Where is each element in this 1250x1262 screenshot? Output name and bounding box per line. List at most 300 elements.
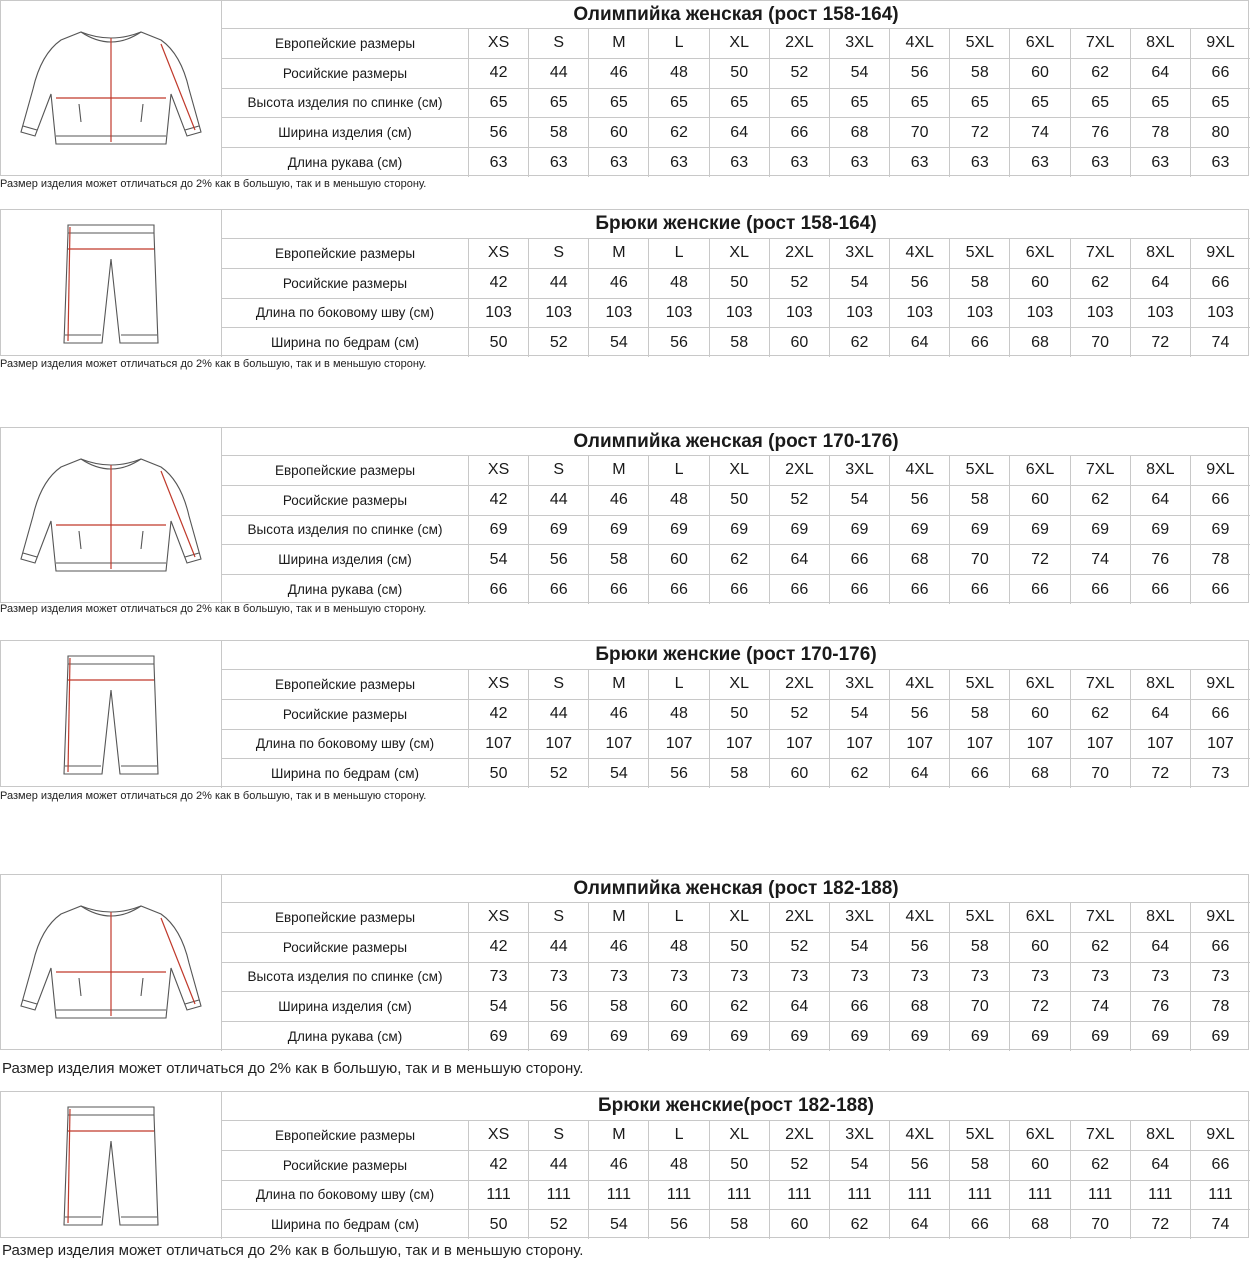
table-cell: 68 <box>1010 328 1070 357</box>
table-cell: 69 <box>710 1022 770 1051</box>
row-label: Ширина изделия (см) <box>222 118 469 147</box>
table-cell: 107 <box>1207 734 1234 752</box>
table-row <box>222 455 1250 485</box>
table-cell: 72 <box>1131 1210 1191 1239</box>
table-cell: L <box>649 456 709 485</box>
table-cell: 50 <box>469 1210 529 1239</box>
row-label: Длина рукава (см) <box>222 575 469 604</box>
table-row <box>222 962 1250 992</box>
table-row <box>222 544 1250 574</box>
table-cell: 111 <box>770 1181 830 1210</box>
table-cell: 50 <box>469 328 529 357</box>
table-cell: 65 <box>1131 89 1191 118</box>
table-cell: 42 <box>469 269 529 298</box>
table-cell: 103 <box>950 299 1010 328</box>
table-cell: 44 <box>529 933 589 962</box>
table-row <box>222 1120 1250 1150</box>
table-cell: 74 <box>1071 545 1131 574</box>
table-row <box>222 117 1250 147</box>
table-row <box>222 485 1250 515</box>
table-cell: 73 <box>1010 963 1070 992</box>
table-cell: XS <box>469 1121 529 1150</box>
table-row <box>222 574 1250 604</box>
table-cell: 74 <box>1211 1215 1230 1233</box>
table-cell: 73 <box>890 963 950 992</box>
table-cell: L <box>649 670 709 699</box>
table-cell: 66 <box>830 545 890 574</box>
table-cell: 69 <box>890 516 950 545</box>
table-cell: 66 <box>1211 938 1230 956</box>
table-cell: 62 <box>710 992 770 1021</box>
table-cell: 8XL <box>1131 670 1191 699</box>
table-cell: 69 <box>649 516 709 545</box>
table-cell: 64 <box>1131 933 1191 962</box>
table-cell: 7XL <box>1071 456 1131 485</box>
row-label: Европейские размеры <box>222 903 469 932</box>
table-cell: 58 <box>589 992 649 1021</box>
table-row <box>222 699 1250 729</box>
table-row <box>222 729 1250 759</box>
table-cell: 65 <box>649 89 709 118</box>
table-cell: 65 <box>529 89 589 118</box>
table-cell: 103 <box>890 299 950 328</box>
table-cell: XL <box>710 239 770 268</box>
table-row <box>222 238 1250 268</box>
table-cell: XL <box>710 1121 770 1150</box>
table-cell: 78 <box>1211 550 1230 568</box>
table-row <box>222 932 1250 962</box>
row-label: Европейские размеры <box>222 456 469 485</box>
table-title: Олимпийка женская (рост 182-188) <box>573 878 899 899</box>
table-cell: 56 <box>890 269 950 298</box>
table-cell: 64 <box>770 545 830 574</box>
table-cell: 63 <box>950 148 1010 177</box>
table-cell: 44 <box>529 59 589 88</box>
table-cell: 64 <box>1131 59 1191 88</box>
table-row <box>222 327 1250 357</box>
table-cell: 65 <box>589 89 649 118</box>
table-cell: 111 <box>710 1181 770 1210</box>
table-cell: 73 <box>830 963 890 992</box>
table-cell: 50 <box>710 1151 770 1180</box>
table-frame <box>0 427 1249 603</box>
table-cell: 62 <box>1071 269 1131 298</box>
jacket-sketch-icon <box>11 888 211 1038</box>
table-cell: 60 <box>649 992 709 1021</box>
table-cell: 66 <box>830 575 890 604</box>
table-cell: 9XL <box>1206 675 1235 693</box>
table-cell: L <box>649 29 709 58</box>
table-cell: 63 <box>1131 148 1191 177</box>
table-cell: 3XL <box>830 903 890 932</box>
table-cell: 66 <box>1211 1156 1230 1174</box>
table-cell: M <box>589 1121 649 1150</box>
table-cell: 64 <box>1131 1151 1191 1180</box>
table-cell: 63 <box>890 148 950 177</box>
row-label: Европейские размеры <box>222 1121 469 1150</box>
table-cell: 42 <box>469 1151 529 1180</box>
table-cell: 64 <box>890 759 950 788</box>
table-cell: 63 <box>1010 148 1070 177</box>
table-cell: 111 <box>1010 1181 1070 1210</box>
table-cell: L <box>649 1121 709 1150</box>
table-cell: XL <box>710 903 770 932</box>
table-cell: 46 <box>589 486 649 515</box>
table-row <box>222 991 1250 1021</box>
row-label: Ширина по бедрам (см) <box>222 759 469 788</box>
garment-illustration <box>1 428 222 604</box>
table-cell: 66 <box>950 328 1010 357</box>
table-cell: 54 <box>830 269 890 298</box>
table-cell: 66 <box>950 575 1010 604</box>
table-cell: 73 <box>1131 963 1191 992</box>
table-cell: 68 <box>1010 759 1070 788</box>
row-label: Ширина по бедрам (см) <box>222 328 469 357</box>
table-cell: 107 <box>830 730 890 759</box>
table-cell: 69 <box>890 1022 950 1051</box>
table-cell: 66 <box>1010 575 1070 604</box>
table-cell: 60 <box>649 545 709 574</box>
table-cell: 2XL <box>770 903 830 932</box>
table-cell: 62 <box>1071 59 1131 88</box>
table-cell: 72 <box>1010 992 1070 1021</box>
table-cell: 69 <box>1010 1022 1070 1051</box>
table-cell: 3XL <box>830 29 890 58</box>
table-cell: 63 <box>1071 148 1131 177</box>
table-cell: 69 <box>950 516 1010 545</box>
table-cell: 8XL <box>1131 239 1191 268</box>
row-label: Европейские размеры <box>222 29 469 58</box>
table-cell: 8XL <box>1131 903 1191 932</box>
table-cell: 63 <box>469 148 529 177</box>
table-cell: 52 <box>529 1210 589 1239</box>
table-cell: 56 <box>529 992 589 1021</box>
table-cell: 73 <box>649 963 709 992</box>
table-cell: 62 <box>830 1210 890 1239</box>
table-cell: 111 <box>589 1181 649 1210</box>
row-label: Ширина изделия (см) <box>222 545 469 574</box>
table-row <box>222 902 1250 932</box>
table-cell: 44 <box>529 1151 589 1180</box>
row-label: Росийские размеры <box>222 933 469 962</box>
table-cell: 63 <box>770 148 830 177</box>
table-cell: 56 <box>649 759 709 788</box>
row-label: Росийские размеры <box>222 1151 469 1180</box>
table-cell: 46 <box>589 700 649 729</box>
table-cell: 42 <box>469 486 529 515</box>
table-cell: 2XL <box>770 29 830 58</box>
table-cell: 48 <box>649 933 709 962</box>
table-row <box>222 268 1250 298</box>
table-cell: 69 <box>1131 1022 1191 1051</box>
jacket-size-block <box>0 427 1249 623</box>
table-cell: 74 <box>1010 118 1070 147</box>
table-cell: 69 <box>1071 1022 1131 1051</box>
table-frame <box>0 874 1249 1050</box>
table-cell: XS <box>469 29 529 58</box>
table-row <box>222 58 1250 88</box>
table-cell: 64 <box>1131 700 1191 729</box>
table-cell: 3XL <box>830 456 890 485</box>
table-title: Брюки женские (рост 158-164) <box>595 213 877 234</box>
jacket-sketch-icon <box>11 14 211 164</box>
table-cell: M <box>589 670 649 699</box>
row-label: Росийские размеры <box>222 269 469 298</box>
table-cell: XS <box>469 456 529 485</box>
table-cell: 9XL <box>1206 1126 1235 1144</box>
table-cell: 68 <box>890 545 950 574</box>
row-label: Росийские размеры <box>222 700 469 729</box>
table-cell: 68 <box>1010 1210 1070 1239</box>
table-cell: 111 <box>890 1181 950 1210</box>
table-cell: 68 <box>830 118 890 147</box>
table-cell: 62 <box>710 545 770 574</box>
table-cell: 3XL <box>830 670 890 699</box>
table-cell: XS <box>469 670 529 699</box>
row-label: Европейские размеры <box>222 670 469 699</box>
table-cell: 64 <box>890 328 950 357</box>
table-cell: 66 <box>649 575 709 604</box>
pants-sketch-icon <box>56 219 166 349</box>
table-cell: 60 <box>1010 269 1070 298</box>
table-cell: 48 <box>649 1151 709 1180</box>
garment-illustration <box>1 875 222 1051</box>
table-cell: 8XL <box>1131 29 1191 58</box>
table-cell: 9XL <box>1206 34 1235 52</box>
table-cell: 107 <box>529 730 589 759</box>
table-cell: 63 <box>830 148 890 177</box>
table-cell: 54 <box>469 992 529 1021</box>
pants-size-block <box>0 640 1249 810</box>
table-cell: 65 <box>469 89 529 118</box>
table-cell: 66 <box>1211 64 1230 82</box>
table-cell: 60 <box>589 118 649 147</box>
table-cell: 48 <box>649 700 709 729</box>
table-cell: XL <box>710 670 770 699</box>
table-cell: 4XL <box>890 456 950 485</box>
size-table <box>222 210 1250 357</box>
table-cell: 64 <box>770 992 830 1021</box>
row-label: Высота изделия по спинке (см) <box>222 516 469 545</box>
table-cell: 52 <box>770 269 830 298</box>
table-cell: 69 <box>710 516 770 545</box>
table-cell: S <box>529 670 589 699</box>
table-cell: 69 <box>469 516 529 545</box>
row-label: Ширина по бедрам (см) <box>222 1210 469 1239</box>
table-cell: 69 <box>1211 1027 1230 1045</box>
table-row <box>222 88 1250 118</box>
table-cell: 58 <box>950 933 1010 962</box>
table-row <box>222 1209 1250 1239</box>
table-cell: 63 <box>649 148 709 177</box>
table-cell: 66 <box>1211 274 1230 292</box>
table-cell: S <box>529 29 589 58</box>
table-cell: 103 <box>1071 299 1131 328</box>
table-cell: 2XL <box>770 239 830 268</box>
table-title: Олимпийка женская (рост 170-176) <box>573 431 899 452</box>
table-cell: 76 <box>1131 992 1191 1021</box>
table-cell: 9XL <box>1206 461 1235 479</box>
table-cell: 107 <box>1010 730 1070 759</box>
table-cell: 7XL <box>1071 29 1131 58</box>
table-cell: 50 <box>469 759 529 788</box>
table-cell: 73 <box>770 963 830 992</box>
table-cell: 58 <box>950 59 1010 88</box>
table-cell: 66 <box>529 575 589 604</box>
table-cell: 8XL <box>1131 1121 1191 1150</box>
table-cell: 6XL <box>1010 29 1070 58</box>
table-title: Брюки женские(рост 182-188) <box>597 1095 875 1116</box>
table-cell: 62 <box>1071 700 1131 729</box>
table-row <box>222 298 1250 328</box>
table-cell: 42 <box>469 59 529 88</box>
table-cell: 107 <box>710 730 770 759</box>
table-cell: S <box>529 903 589 932</box>
table-cell: 74 <box>1211 333 1230 351</box>
table-cell: 66 <box>890 575 950 604</box>
table-cell: 8XL <box>1131 456 1191 485</box>
table-cell: 103 <box>1010 299 1070 328</box>
table-cell: 62 <box>1071 933 1131 962</box>
table-cell: 6XL <box>1010 239 1070 268</box>
table-cell: 66 <box>770 575 830 604</box>
table-cell: 66 <box>1211 705 1230 723</box>
table-cell: 56 <box>890 1151 950 1180</box>
table-cell: 66 <box>589 575 649 604</box>
table-row <box>222 1021 1250 1051</box>
table-cell: 60 <box>770 759 830 788</box>
table-frame <box>0 209 1249 356</box>
table-cell: 62 <box>830 328 890 357</box>
table-cell: 69 <box>469 1022 529 1051</box>
table-cell: 76 <box>1131 545 1191 574</box>
table-cell: 107 <box>589 730 649 759</box>
table-cell: 5XL <box>950 456 1010 485</box>
table-cell: L <box>649 239 709 268</box>
table-row <box>222 758 1250 788</box>
table-cell: 9XL <box>1206 908 1235 926</box>
table-cell: 46 <box>589 933 649 962</box>
size-tolerance-note: Размер изделия может отличаться до 2% как в большую, так и в меньшую сторону. <box>2 1060 584 1077</box>
size-tolerance-note: Размер изделия может отличаться до 2% как в большую, так и в меньшую сторону. <box>0 603 427 615</box>
table-cell: 103 <box>529 299 589 328</box>
table-cell: 111 <box>950 1181 1010 1210</box>
table-cell: 52 <box>770 59 830 88</box>
table-cell: 73 <box>1211 967 1230 985</box>
size-tolerance-note: Размер изделия может отличаться до 2% как в большую, так и в меньшую сторону. <box>2 1242 584 1259</box>
garment-illustration <box>1 1 222 177</box>
table-cell: S <box>529 1121 589 1150</box>
row-label: Высота изделия по спинке (см) <box>222 963 469 992</box>
table-cell: 54 <box>830 59 890 88</box>
table-cell: 64 <box>710 118 770 147</box>
table-cell: 3XL <box>830 239 890 268</box>
table-cell: M <box>589 29 649 58</box>
table-cell: 103 <box>469 299 529 328</box>
table-cell: 65 <box>710 89 770 118</box>
table-cell: 63 <box>1211 153 1230 171</box>
table-cell: 66 <box>830 992 890 1021</box>
table-cell: 66 <box>1071 575 1131 604</box>
pants-size-block <box>0 1091 1249 1262</box>
table-cell: 60 <box>770 328 830 357</box>
table-cell: 73 <box>950 963 1010 992</box>
row-label: Длина по боковому шву (см) <box>222 299 469 328</box>
row-label: Высота изделия по спинке (см) <box>222 89 469 118</box>
row-label: Европейские размеры <box>222 239 469 268</box>
table-cell: 5XL <box>950 903 1010 932</box>
table-cell: 69 <box>1131 516 1191 545</box>
table-cell: 3XL <box>830 1121 890 1150</box>
table-cell: 54 <box>830 700 890 729</box>
table-cell: 52 <box>529 328 589 357</box>
table-cell: 69 <box>830 516 890 545</box>
table-cell: 107 <box>1131 730 1191 759</box>
row-label: Росийские размеры <box>222 486 469 515</box>
table-cell: 9XL <box>1206 244 1235 262</box>
table-cell: 48 <box>649 486 709 515</box>
table-cell: 58 <box>529 118 589 147</box>
table-cell: 4XL <box>890 29 950 58</box>
table-cell: 56 <box>529 545 589 574</box>
table-cell: 6XL <box>1010 1121 1070 1150</box>
table-cell: 62 <box>1071 486 1131 515</box>
table-cell: 111 <box>469 1181 529 1210</box>
table-cell: 111 <box>1131 1181 1191 1210</box>
pants-size-block <box>0 209 1249 378</box>
table-row <box>222 1150 1250 1180</box>
row-label: Длина рукава (см) <box>222 1022 469 1051</box>
table-cell: 5XL <box>950 1121 1010 1150</box>
row-label: Длина по боковому шву (см) <box>222 730 469 759</box>
table-cell: 58 <box>710 328 770 357</box>
table-cell: 69 <box>950 1022 1010 1051</box>
table-cell: 66 <box>950 759 1010 788</box>
table-row <box>222 515 1250 545</box>
size-tolerance-note: Размер изделия может отличаться до 2% как в большую, так и в меньшую сторону. <box>0 790 427 802</box>
table-title: Олимпийка женская (рост 158-164) <box>573 4 899 25</box>
garment-illustration <box>1 1092 222 1239</box>
table-cell: 64 <box>1131 486 1191 515</box>
table-cell: 60 <box>1010 59 1070 88</box>
table-cell: 103 <box>830 299 890 328</box>
table-cell: 70 <box>1071 1210 1131 1239</box>
table-cell: 80 <box>1211 123 1230 141</box>
table-cell: 63 <box>589 148 649 177</box>
table-row <box>222 1180 1250 1210</box>
table-cell: 73 <box>469 963 529 992</box>
table-cell: 69 <box>770 516 830 545</box>
table-cell: 69 <box>529 516 589 545</box>
table-cell: 4XL <box>890 1121 950 1150</box>
table-cell: 69 <box>830 1022 890 1051</box>
table-cell: 66 <box>710 575 770 604</box>
table-cell: 66 <box>770 118 830 147</box>
row-label: Росийские размеры <box>222 59 469 88</box>
table-cell: 54 <box>830 933 890 962</box>
table-cell: 69 <box>589 1022 649 1051</box>
table-cell: 56 <box>469 118 529 147</box>
table-cell: 48 <box>649 269 709 298</box>
table-cell: 103 <box>770 299 830 328</box>
table-cell: 7XL <box>1071 670 1131 699</box>
table-cell: 70 <box>950 545 1010 574</box>
table-cell: 58 <box>950 486 1010 515</box>
size-table <box>222 1 1250 177</box>
table-cell: 66 <box>950 1210 1010 1239</box>
table-cell: 73 <box>589 963 649 992</box>
jacket-size-block <box>0 0 1249 198</box>
